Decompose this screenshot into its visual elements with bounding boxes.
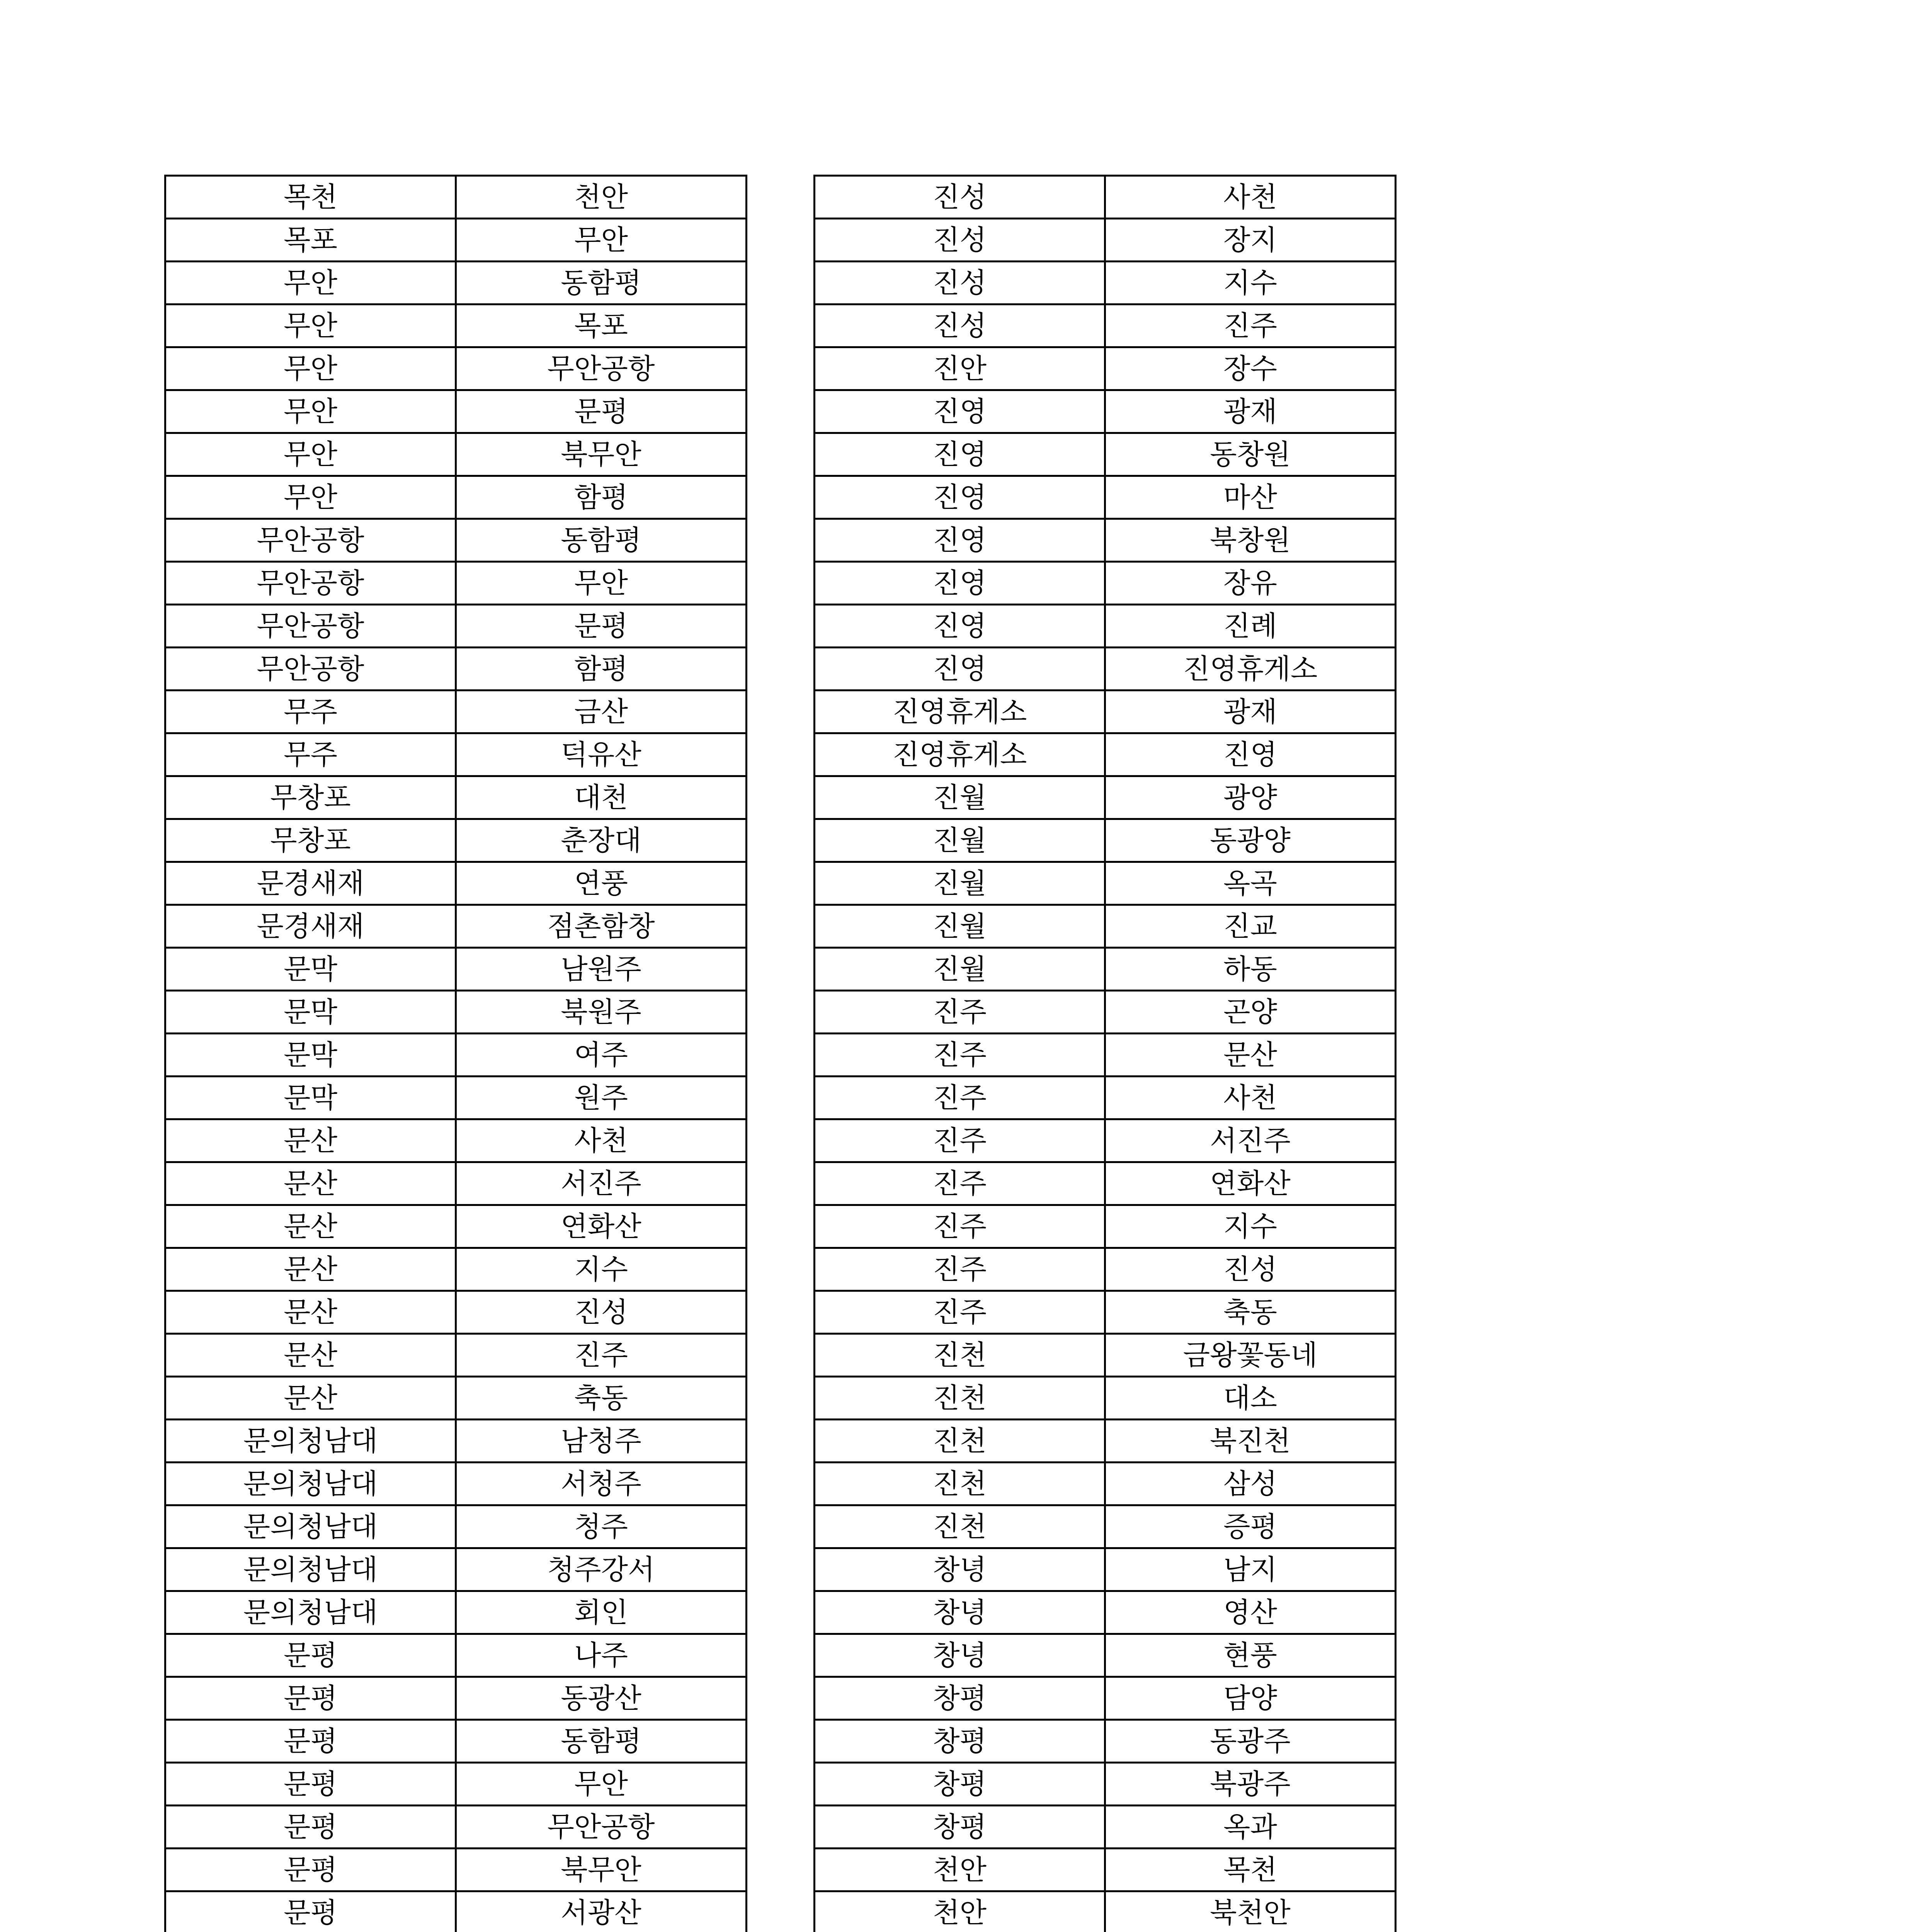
destination-cell: 진영	[1105, 733, 1396, 776]
origin-cell: 문의청남대	[165, 1591, 456, 1634]
destination-cell: 옥곡	[1105, 862, 1396, 905]
destination-cell: 여주	[456, 1034, 747, 1077]
origin-cell: 문산	[165, 1205, 456, 1248]
table-row	[165, 1119, 747, 1162]
destination-cell: 장지	[1105, 219, 1396, 262]
destination-cell: 동광양	[1105, 819, 1396, 862]
table-row	[165, 1377, 747, 1420]
destination-cell: 진교	[1105, 905, 1396, 948]
origin-cell: 창녕	[815, 1548, 1105, 1591]
table-row	[165, 648, 747, 690]
destination-cell: 북무안	[456, 1849, 747, 1891]
destination-cell: 사천	[456, 1119, 747, 1162]
destination-cell: 무안	[456, 562, 747, 605]
table-row	[815, 1420, 1396, 1463]
table-row	[165, 1291, 747, 1334]
table-row	[815, 1548, 1396, 1591]
table-row	[165, 1420, 747, 1463]
destination-cell: 북진천	[1105, 1420, 1396, 1463]
left-route-table	[164, 175, 747, 1932]
table-row	[815, 905, 1396, 948]
destination-cell: 연풍	[456, 862, 747, 905]
destination-cell: 천안	[456, 176, 747, 219]
table-row	[165, 1463, 747, 1505]
destination-cell: 북광주	[1105, 1763, 1396, 1806]
table-row	[815, 1334, 1396, 1377]
table-row	[815, 1505, 1396, 1548]
destination-cell: 하동	[1105, 948, 1396, 991]
origin-cell: 무안	[165, 433, 456, 476]
origin-cell: 문산	[165, 1162, 456, 1205]
table-row	[165, 948, 747, 991]
origin-cell: 창평	[815, 1677, 1105, 1720]
table-row	[165, 1034, 747, 1077]
origin-cell: 문막	[165, 1034, 456, 1077]
origin-cell: 진천	[815, 1463, 1105, 1505]
origin-cell: 창녕	[815, 1591, 1105, 1634]
origin-cell: 문평	[165, 1806, 456, 1849]
origin-cell: 진성	[815, 219, 1105, 262]
destination-cell: 문산	[1105, 1034, 1396, 1077]
origin-cell: 진월	[815, 776, 1105, 819]
table-row	[165, 905, 747, 948]
table-row	[165, 1205, 747, 1248]
origin-cell: 진주	[815, 1162, 1105, 1205]
origin-cell: 문평	[165, 1720, 456, 1763]
origin-cell: 문평	[165, 1763, 456, 1806]
destination-cell: 북원주	[456, 991, 747, 1034]
destination-cell: 축동	[1105, 1291, 1396, 1334]
table-row	[815, 1205, 1396, 1248]
origin-cell: 문의청남대	[165, 1420, 456, 1463]
origin-cell: 문평	[165, 1849, 456, 1891]
table-row	[815, 1119, 1396, 1162]
table-row	[815, 1891, 1396, 1932]
origin-cell: 무창포	[165, 776, 456, 819]
destination-cell: 곤양	[1105, 991, 1396, 1034]
table-row	[815, 1463, 1396, 1505]
destination-cell: 목천	[1105, 1849, 1396, 1891]
destination-cell: 지수	[1105, 1205, 1396, 1248]
origin-cell: 무안	[165, 262, 456, 304]
origin-cell: 진영	[815, 519, 1105, 562]
destination-cell: 서광산	[456, 1891, 747, 1932]
destination-cell: 영산	[1105, 1591, 1396, 1634]
destination-cell: 서진주	[456, 1162, 747, 1205]
table-row	[815, 1763, 1396, 1806]
destination-cell: 장유	[1105, 562, 1396, 605]
destination-cell: 진주	[1105, 304, 1396, 347]
origin-cell: 진천	[815, 1505, 1105, 1548]
origin-cell: 창녕	[815, 1634, 1105, 1677]
table-row	[165, 1891, 747, 1932]
table-row	[165, 562, 747, 605]
origin-cell: 진주	[815, 1291, 1105, 1334]
origin-cell: 무창포	[165, 819, 456, 862]
table-row	[165, 1591, 747, 1634]
destination-cell: 동함평	[456, 262, 747, 304]
destination-cell: 함평	[456, 648, 747, 690]
table-row	[165, 1634, 747, 1677]
origin-cell: 문산	[165, 1334, 456, 1377]
destination-cell: 함평	[456, 476, 747, 519]
origin-cell: 진월	[815, 948, 1105, 991]
destination-cell: 점촌함창	[456, 905, 747, 948]
origin-cell: 문평	[165, 1634, 456, 1677]
destination-cell: 무안공항	[456, 1806, 747, 1849]
table-row	[165, 1763, 747, 1806]
origin-cell: 문막	[165, 991, 456, 1034]
table-row	[165, 476, 747, 519]
table-row	[815, 347, 1396, 390]
destination-cell: 서진주	[1105, 1119, 1396, 1162]
origin-cell: 무안	[165, 304, 456, 347]
origin-cell: 진성	[815, 176, 1105, 219]
destination-cell: 진성	[1105, 1248, 1396, 1291]
table-row	[165, 347, 747, 390]
destination-cell: 동광산	[456, 1677, 747, 1720]
origin-cell: 진성	[815, 262, 1105, 304]
table-row	[815, 304, 1396, 347]
table-row	[815, 1034, 1396, 1077]
origin-cell: 진영휴게소	[815, 690, 1105, 733]
destination-cell: 원주	[456, 1077, 747, 1119]
origin-cell: 진주	[815, 1248, 1105, 1291]
destination-cell: 문평	[456, 390, 747, 433]
origin-cell: 문평	[165, 1891, 456, 1932]
origin-cell: 진주	[815, 1119, 1105, 1162]
table-row	[815, 1162, 1396, 1205]
table-row	[815, 562, 1396, 605]
table-row	[165, 519, 747, 562]
table-row	[165, 176, 747, 219]
table-row	[165, 733, 747, 776]
table-row	[165, 1077, 747, 1119]
origin-cell: 문산	[165, 1248, 456, 1291]
destination-cell: 무안	[456, 1763, 747, 1806]
destination-cell: 무안공항	[456, 347, 747, 390]
table-row	[815, 476, 1396, 519]
destination-cell: 축동	[456, 1377, 747, 1420]
destination-cell: 연화산	[1105, 1162, 1396, 1205]
destination-cell: 남청주	[456, 1420, 747, 1463]
table-row	[165, 1162, 747, 1205]
origin-cell: 진주	[815, 1077, 1105, 1119]
destination-cell: 북창원	[1105, 519, 1396, 562]
origin-cell: 진월	[815, 862, 1105, 905]
destination-cell: 청주	[456, 1505, 747, 1548]
table-row	[815, 390, 1396, 433]
origin-cell: 진주	[815, 991, 1105, 1034]
table-row	[165, 1548, 747, 1591]
destination-cell: 동함평	[456, 1720, 747, 1763]
origin-cell: 목천	[165, 176, 456, 219]
destination-cell: 북천안	[1105, 1891, 1396, 1932]
origin-cell: 문경새재	[165, 862, 456, 905]
right-route-table	[813, 175, 1397, 1932]
origin-cell: 무안공항	[165, 605, 456, 648]
table-row	[815, 862, 1396, 905]
left-table-body	[165, 176, 747, 1932]
table-row	[165, 1505, 747, 1548]
origin-cell: 진영	[815, 605, 1105, 648]
destination-cell: 춘장대	[456, 819, 747, 862]
table-row	[815, 433, 1396, 476]
destination-cell: 장수	[1105, 347, 1396, 390]
table-row	[165, 304, 747, 347]
origin-cell: 진영	[815, 390, 1105, 433]
table-row	[815, 991, 1396, 1034]
destination-cell: 회인	[456, 1591, 747, 1634]
destination-cell: 대천	[456, 776, 747, 819]
table-row	[815, 1591, 1396, 1634]
destination-cell: 북무안	[456, 433, 747, 476]
table-row	[815, 819, 1396, 862]
table-row	[815, 648, 1396, 690]
table-row	[815, 219, 1396, 262]
destination-cell: 사천	[1105, 1077, 1396, 1119]
origin-cell: 문의청남대	[165, 1548, 456, 1591]
origin-cell: 문의청남대	[165, 1505, 456, 1548]
origin-cell: 문경새재	[165, 905, 456, 948]
destination-cell: 문평	[456, 605, 747, 648]
origin-cell: 진영휴게소	[815, 733, 1105, 776]
origin-cell: 목포	[165, 219, 456, 262]
table-row	[165, 991, 747, 1034]
origin-cell: 진성	[815, 304, 1105, 347]
table-row	[165, 1720, 747, 1763]
origin-cell: 무안	[165, 476, 456, 519]
destination-cell: 진영휴게소	[1105, 648, 1396, 690]
table-row	[815, 176, 1396, 219]
table-row	[165, 605, 747, 648]
destination-cell: 증평	[1105, 1505, 1396, 1548]
origin-cell: 문의청남대	[165, 1463, 456, 1505]
destination-cell: 금산	[456, 690, 747, 733]
destination-cell: 진성	[456, 1291, 747, 1334]
origin-cell: 무안	[165, 390, 456, 433]
table-row	[815, 605, 1396, 648]
destination-cell: 삼성	[1105, 1463, 1396, 1505]
table-row	[815, 1806, 1396, 1849]
table-row	[815, 1291, 1396, 1334]
destination-cell: 광양	[1105, 776, 1396, 819]
table-row	[815, 1677, 1396, 1720]
table-row	[165, 690, 747, 733]
table-row	[815, 733, 1396, 776]
table-row	[815, 1849, 1396, 1891]
destination-cell: 무안	[456, 219, 747, 262]
origin-cell: 천안	[815, 1891, 1105, 1932]
origin-cell: 문막	[165, 1077, 456, 1119]
origin-cell: 무안공항	[165, 519, 456, 562]
destination-cell: 남원주	[456, 948, 747, 991]
destination-cell: 목포	[456, 304, 747, 347]
table-row	[165, 1806, 747, 1849]
origin-cell: 진안	[815, 347, 1105, 390]
destination-cell: 광재	[1105, 690, 1396, 733]
table-row	[165, 262, 747, 304]
origin-cell: 무안공항	[165, 562, 456, 605]
table-row	[815, 948, 1396, 991]
origin-cell: 진월	[815, 905, 1105, 948]
table-row	[815, 519, 1396, 562]
destination-cell: 담양	[1105, 1677, 1396, 1720]
origin-cell: 창평	[815, 1763, 1105, 1806]
table-row	[165, 433, 747, 476]
destination-cell: 사천	[1105, 176, 1396, 219]
table-row	[815, 1720, 1396, 1763]
origin-cell: 진천	[815, 1420, 1105, 1463]
origin-cell: 문산	[165, 1291, 456, 1334]
origin-cell: 무안공항	[165, 648, 456, 690]
origin-cell: 문막	[165, 948, 456, 991]
destination-cell: 연화산	[456, 1205, 747, 1248]
table-row	[165, 862, 747, 905]
table-row	[815, 262, 1396, 304]
destination-cell: 금왕꽃동네	[1105, 1334, 1396, 1377]
destination-cell: 현풍	[1105, 1634, 1396, 1677]
destination-cell: 옥과	[1105, 1806, 1396, 1849]
origin-cell: 진천	[815, 1334, 1105, 1377]
destination-cell: 동함평	[456, 519, 747, 562]
origin-cell: 진주	[815, 1034, 1105, 1077]
origin-cell: 진영	[815, 648, 1105, 690]
destination-cell: 나주	[456, 1634, 747, 1677]
table-row	[815, 1634, 1396, 1677]
table-row	[815, 1248, 1396, 1291]
origin-cell: 문산	[165, 1377, 456, 1420]
origin-cell: 문평	[165, 1677, 456, 1720]
origin-cell: 무주	[165, 733, 456, 776]
origin-cell: 진주	[815, 1205, 1105, 1248]
origin-cell: 진천	[815, 1377, 1105, 1420]
table-row	[165, 219, 747, 262]
destination-cell: 동광주	[1105, 1720, 1396, 1763]
table-row	[815, 1377, 1396, 1420]
destination-cell: 덕유산	[456, 733, 747, 776]
table-row	[165, 1677, 747, 1720]
origin-cell: 문산	[165, 1119, 456, 1162]
table-row	[165, 1334, 747, 1377]
destination-cell: 대소	[1105, 1377, 1396, 1420]
origin-cell: 진영	[815, 433, 1105, 476]
table-row	[165, 1248, 747, 1291]
destination-cell: 진주	[456, 1334, 747, 1377]
origin-cell: 창평	[815, 1806, 1105, 1849]
destination-cell: 지수	[456, 1248, 747, 1291]
destination-cell: 동창원	[1105, 433, 1396, 476]
origin-cell: 무주	[165, 690, 456, 733]
destination-cell: 서청주	[456, 1463, 747, 1505]
destination-cell: 청주강서	[456, 1548, 747, 1591]
table-row	[815, 1077, 1396, 1119]
right-table-body	[815, 176, 1396, 1932]
origin-cell: 진영	[815, 562, 1105, 605]
origin-cell: 진월	[815, 819, 1105, 862]
destination-cell: 광재	[1105, 390, 1396, 433]
destination-cell: 남지	[1105, 1548, 1396, 1591]
origin-cell: 창평	[815, 1720, 1105, 1763]
origin-cell: 진영	[815, 476, 1105, 519]
destination-cell: 진례	[1105, 605, 1396, 648]
table-row	[815, 690, 1396, 733]
table-row	[165, 819, 747, 862]
table-row	[165, 1849, 747, 1891]
origin-cell: 천안	[815, 1849, 1105, 1891]
origin-cell: 무안	[165, 347, 456, 390]
destination-cell: 지수	[1105, 262, 1396, 304]
table-row	[165, 776, 747, 819]
destination-cell: 마산	[1105, 476, 1396, 519]
table-row	[165, 390, 747, 433]
table-row	[815, 776, 1396, 819]
